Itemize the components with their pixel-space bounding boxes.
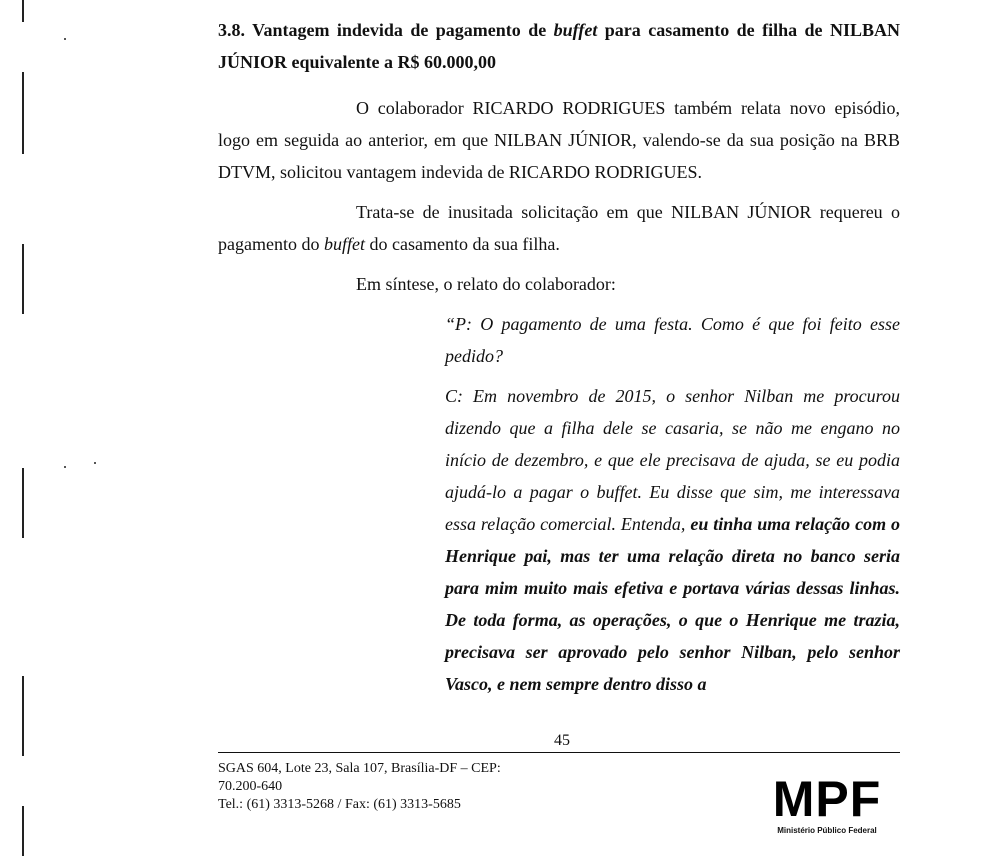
document-page (218, 14, 900, 700)
page-number: 45 (554, 732, 570, 749)
paragraph-1: O colaborador RICARDO RODRIGUES também relata novo episódio, logo em seguida ao anterior, em que NILBAN JÚNIOR, valendo-se da sua posição na BRB DTVM, solicitou vantagem indevida de RICARDO RODRIGUES. (218, 98, 900, 182)
paragraph-2-pre: Trata-se de inusitada solicitação em que NILBAN JÚNIOR requereu o pagamento do (218, 202, 900, 254)
scan-edge-mark (22, 244, 24, 314)
section-heading (218, 14, 900, 78)
scan-speck (64, 466, 66, 468)
footer-address (218, 760, 501, 814)
footer-divider (218, 752, 900, 753)
scan-edge-mark (22, 0, 24, 22)
quote-answer (445, 380, 900, 700)
scan-edge-mark (22, 676, 24, 756)
paragraph-3: Em síntese, o relato do colaborador: (356, 274, 616, 294)
paragraph-2-post: do casamento da sua filha. (364, 234, 560, 254)
quote-answer-bold: eu tinha uma relação com o Henrique pai, mas ter uma relação direta no banco seria para mim muito mais efetiva e portava várias dessas linhas. De toda forma, as operações, o que o Henrique me trazia, precisava ser aprovado pelo senhor Nilban, pelo senhor Vasco, e nem sempre dentro disso a (445, 514, 901, 694)
section-heading-post: para casamento de filha de NILBAN JÚNIOR equivalente a R$ 60.000,00 (218, 20, 900, 72)
footer-line-cep: 70.200-640 (218, 779, 283, 794)
mpf-logo-subtitle: Ministério Público Federal (777, 826, 877, 835)
mpf-logo (768, 771, 886, 836)
quote-question: “P: O pagamento de uma festa. Como é que foi feito esse pedido? (445, 314, 900, 366)
paragraph-2 (218, 196, 900, 260)
scan-edge-mark (22, 806, 24, 856)
mpf-logo-text: MPF (772, 771, 882, 827)
scan-edge-mark (22, 468, 24, 538)
section-heading-pre: Vantagem indevida de pagamento de (245, 20, 554, 40)
paragraph-2-italic: buffet (323, 234, 365, 254)
scan-edge-mark (22, 72, 24, 154)
scan-speck (64, 38, 66, 40)
section-heading-italic: buffet (553, 20, 598, 40)
quote-answer-plain: C: Em novembro de 2015, o senhor Nilban me procurou dizendo que a filha dele se casaria, se não me engano no início de dezembro, e que ele precisava de ajuda, se eu podia ajudá-lo a pagar o buffet. Eu disse que sim, me interessava essa relação comercial. Entenda, (445, 386, 900, 534)
scan-speck (94, 462, 96, 464)
footer-line-address: SGAS 604, Lote 23, Sala 107, Brasília-DF – CEP: (218, 761, 501, 776)
footer-line-phone: Tel.: (61) 3313-5268 / Fax: (61) 3313-5685 (218, 797, 461, 812)
section-number: 3.8. (218, 20, 245, 40)
